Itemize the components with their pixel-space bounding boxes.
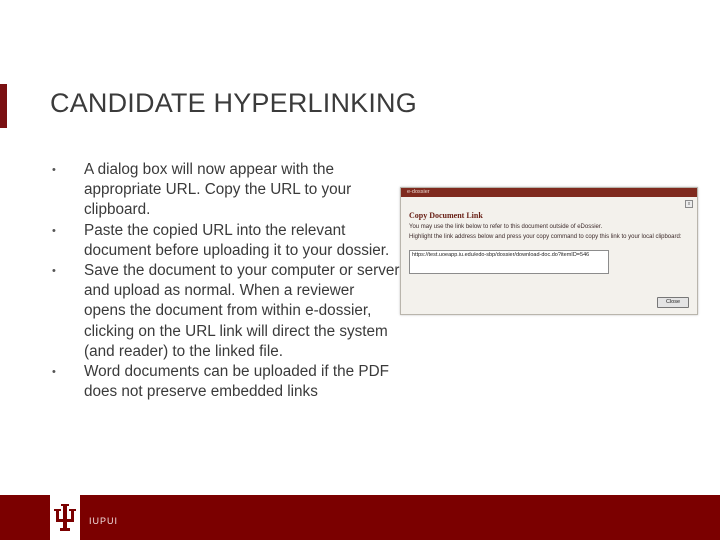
title-accent-bar	[0, 84, 7, 128]
dialog-screenshot	[400, 187, 698, 315]
bullet-dot: •	[52, 366, 56, 379]
url-textarea[interactable]: https://test.uoeapp.iu.edu/edo-sbp/dossier/download-doc.do?itemID=546	[409, 250, 609, 274]
close-icon[interactable]: x	[685, 200, 693, 208]
dialog-heading: Copy Document Link	[409, 211, 483, 220]
trident-icon	[50, 495, 80, 540]
trident-logo	[50, 495, 80, 540]
bullet-dot: •	[52, 224, 56, 237]
bullet-list	[50, 160, 400, 402]
close-button[interactable]: Close	[657, 297, 689, 308]
bullet-dot: •	[52, 164, 56, 176]
bullet-item	[50, 160, 400, 221]
dialog-instruction-1: You may use the link below to refer to this document outside of eDossier.	[409, 224, 603, 230]
dialog-instruction-2: Highlight the link address below and press your copy command to copy this link to your local clipboard:	[409, 234, 682, 240]
bullet-item	[50, 221, 400, 261]
bullet-item	[50, 362, 400, 402]
bullet-item	[50, 261, 400, 362]
bullet-dot: •	[52, 265, 56, 278]
dialog-titlebar: e-dossier	[401, 188, 697, 197]
bullet-text: Word documents can be uploaded if the PDF does not preserve embedded links	[84, 363, 389, 401]
bullet-text: A dialog box will now appear with the appropriate URL. Copy the URL to your clipboard.	[84, 161, 352, 219]
bullet-text: Save the document to your computer or server and upload as normal. When a reviewer opens the document from within e-dossier, clicking on the URL link will direct the system (and reader) to the linked file.	[84, 262, 400, 360]
footer-text: IUPUI	[89, 516, 119, 526]
slide-title: CANDIDATE HYPERLINKING	[50, 88, 417, 118]
bullet-text: Paste the copied URL into the relevant document before uploading it to your dossier.	[84, 221, 390, 259]
